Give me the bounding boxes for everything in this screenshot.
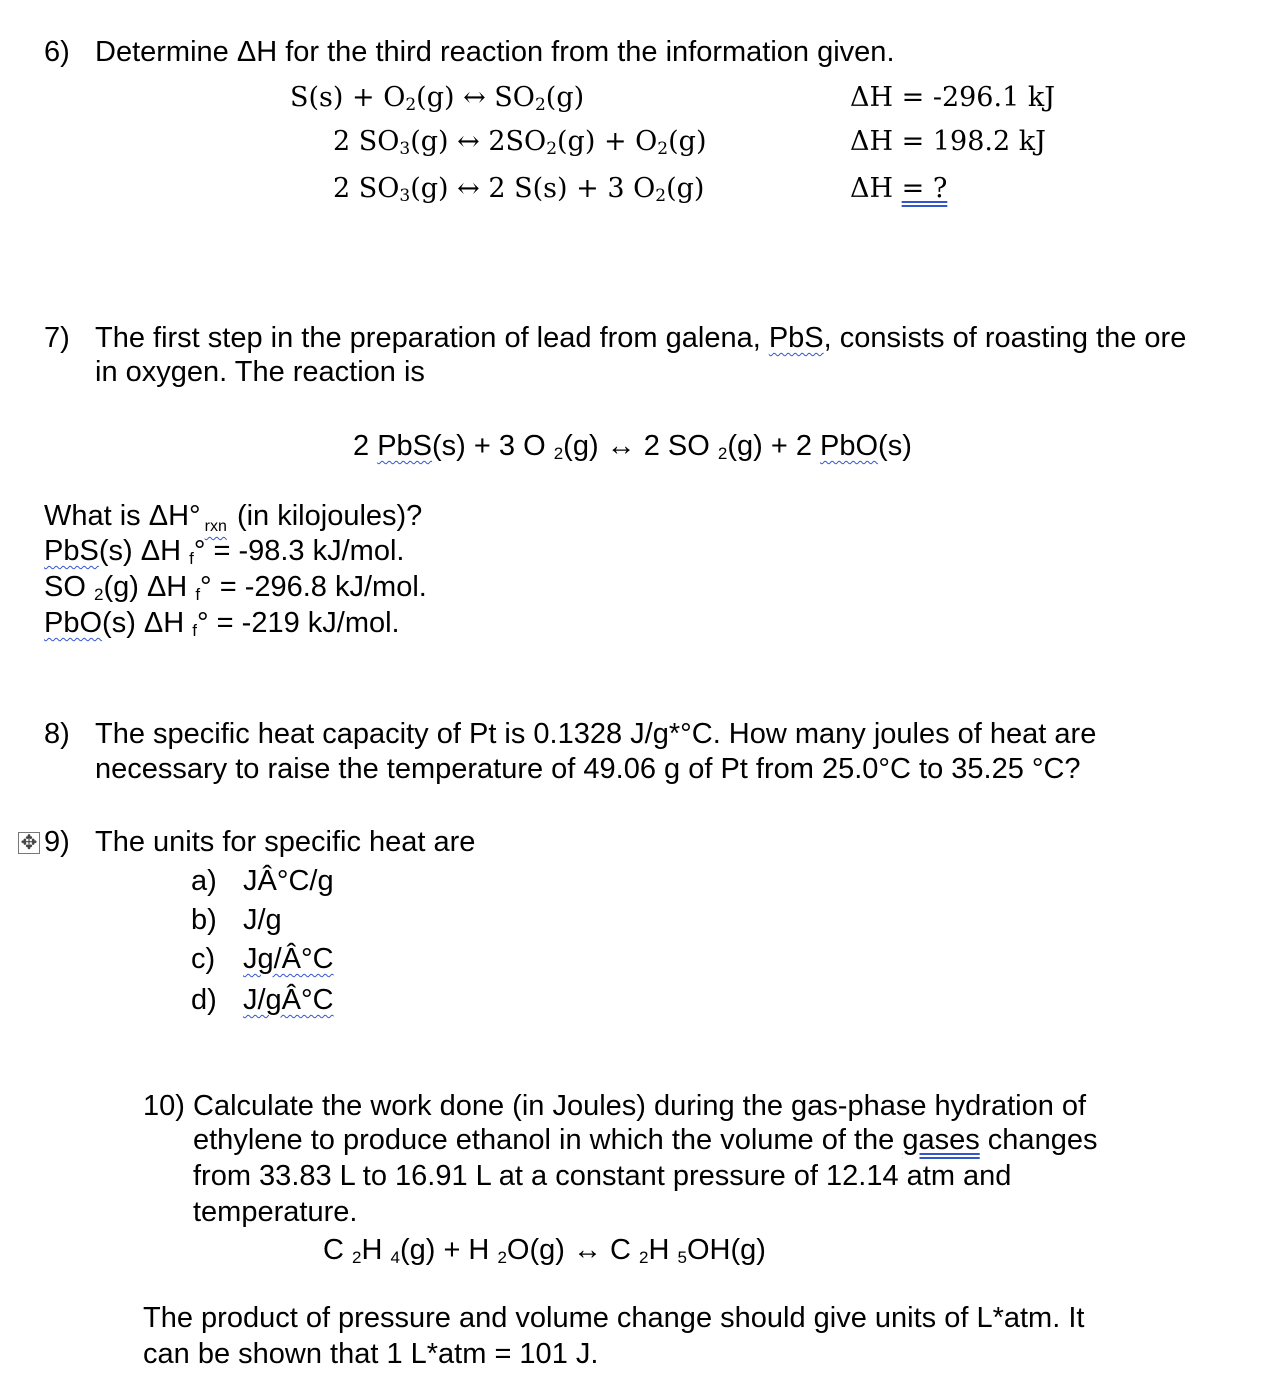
q7-pbs-word: PbS: [768, 322, 824, 354]
q6-reaction-2: 2 SO3(g) ↔ 2SO2(g) + O2(g): [333, 126, 707, 159]
q7-data-pbo: PbO(s) ΔH f° = -219 kJ/mol.: [44, 607, 400, 640]
q8-line-1: The specific heat capacity of Pt is 0.1328 J/g*°C. How many joules of heat are: [95, 718, 1097, 750]
q6-dh-3: ΔH = ?: [850, 173, 948, 204]
q7-line-2: in oxygen. The reaction is: [95, 356, 425, 388]
q6-dh-3-value: = ?: [901, 173, 948, 204]
q10-number: 10): [143, 1090, 185, 1122]
q9-option-a-text: JÂ°C/g: [243, 865, 334, 897]
q7-number: 7): [44, 322, 70, 354]
q9-option-b-letter: b): [191, 904, 217, 936]
q8-number: 8): [44, 718, 70, 750]
q7-line-1: The first step in the preparation of lead from galena, PbS, consists of roasting the ore: [95, 322, 1187, 354]
q9-option-c-letter: c): [191, 943, 216, 975]
q8-line-2: necessary to raise the temperature of 49.06 g of Pt from 25.0°C to 35.25 °C?: [95, 753, 1081, 785]
q10-line-3: from 33.83 L to 16.91 L at a constant pressure of 12.14 atm and: [193, 1160, 1012, 1192]
q10-line-4: temperature.: [193, 1196, 358, 1228]
q6-dh-2: ΔH = 198.2 kJ: [850, 126, 1046, 157]
move-anchor-icon[interactable]: ✥: [18, 832, 40, 854]
q7-question: What is ΔH° $_{rxn}$ (in kilojoules)?: [44, 500, 423, 535]
q6-prompt: Determine ΔH for the third reaction from the information given.: [95, 36, 895, 68]
q10-equation: C 2H 4(g) + H 2O(g) ↔ C 2H 5OH(g): [323, 1234, 766, 1267]
q7-data-pbs: PbS(s) ΔH f° = -98.3 kJ/mol.: [44, 535, 405, 568]
q9-option-b-text: J/g: [243, 904, 282, 936]
q6-number: 6): [44, 36, 70, 68]
q9-option-d-letter: d): [191, 984, 217, 1016]
q10-line-1: Calculate the work done (in Joules) during the gas-phase hydration of: [193, 1090, 1087, 1122]
q7-data-so2: SO 2(g) ΔH f° = -296.8 kJ/mol.: [44, 571, 427, 604]
q10-line-2: ethylene to produce ethanol in which the volume of the gases changes: [193, 1124, 1098, 1156]
q7-equation: 2 PbS(s) + 3 O 2(g) ↔ 2 SO 2(g) + 2 PbO(s): [353, 430, 912, 463]
q9-option-d-text: J/gÂ°C: [243, 984, 334, 1016]
q9-option-a-letter: a): [191, 865, 217, 897]
q6-dh-1: ΔH = -296.1 kJ: [850, 82, 1056, 113]
q9-prompt: The units for specific heat are: [95, 826, 476, 858]
q10-gases-word: gases: [902, 1124, 980, 1156]
q9-number: 9): [44, 826, 70, 858]
q9-option-c-text: Jg/Â°C: [243, 943, 334, 975]
q10-note-1: The product of pressure and volume change should give units of L*atm. It: [143, 1302, 1085, 1334]
q6-reaction-3: 2 SO3(g) ↔ 2 S(s) + 3 O2(g): [333, 173, 705, 206]
q10-note-2: can be shown that 1 L*atm = 101 J.: [143, 1338, 599, 1370]
q6-reaction-1: S(s) + O2(g) ↔ SO2(g): [290, 82, 585, 115]
